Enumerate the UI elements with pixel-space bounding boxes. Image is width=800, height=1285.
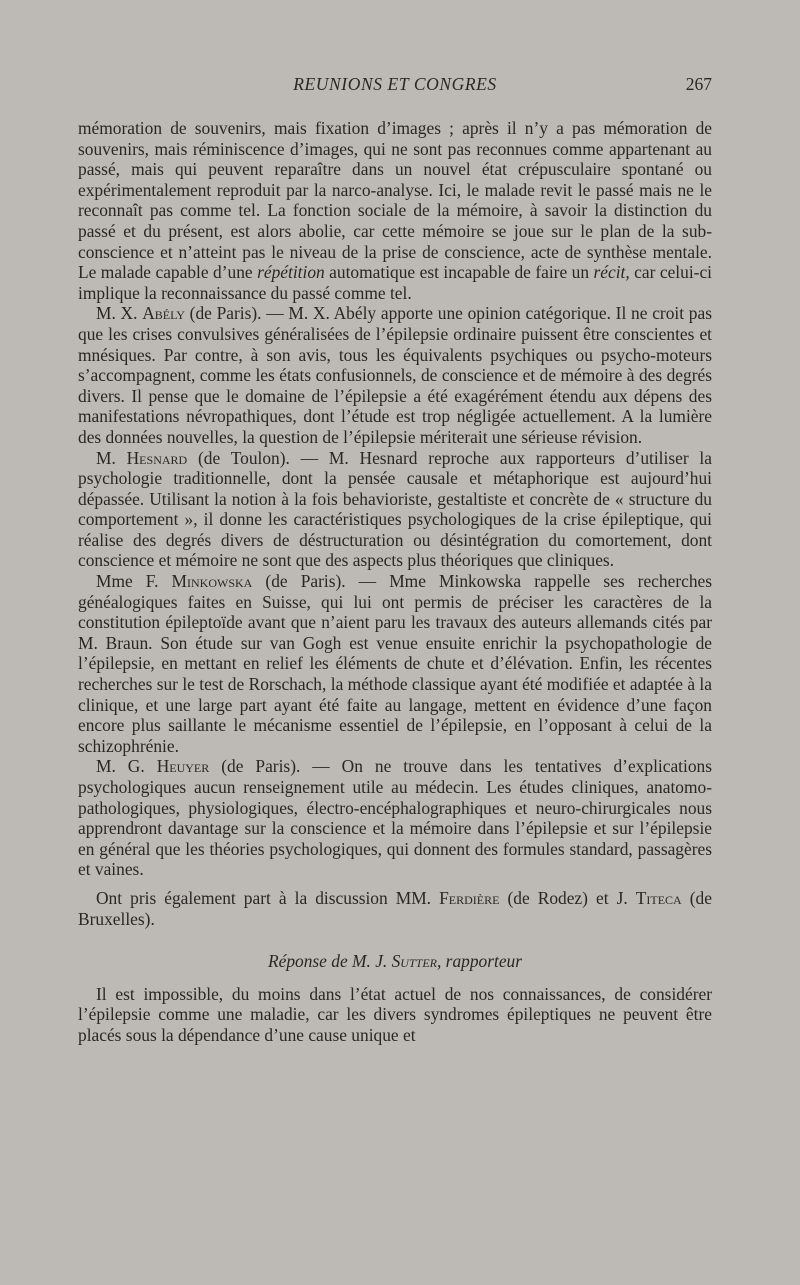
text-run: (de Paris). — On ne trouve dans les tentatives d’explications psychologiques aucun renseignement utile au médecin. Les études cliniques, anatomo-pathologiques, physiologiques, électro-encéphalographiques et neuro-chirurgicales nous apprendront davantage sur la conscience et la mémoire dans l’épilepsie et sur l’épilepsie en général que les théories psychologiques, qui donnent des formules standard, passagères et vaines. xyxy=(78,756,712,880)
speaker-name: Abély xyxy=(142,303,185,324)
speaker-name: Minkowska xyxy=(171,571,253,592)
speaker-name: Titeca xyxy=(635,887,682,908)
text-run: Ont pris également part à la discussion MM. xyxy=(96,887,440,908)
text-run: M. G. xyxy=(96,756,157,777)
text-run: Mme F. xyxy=(96,571,172,592)
text-run: , rapporteur xyxy=(436,951,523,972)
text-run: (de Toulon). — M. Hesnard reproche aux rapporteurs d’utiliser la psychologie traditionnelle, dont la pensée causale et métaphorique est aujourd’hui dépassée. Utilisant la notion à la fois behavioriste, gestaltiste et concrète de « structure du comportement », il donne les caractéristiques psychologiques de la crise épileptique, qui réalise des degrés divers de déstructuration ou désintégration du comortement, dont conscience et mémoire ne sont que des aspects plus théoriques que cliniques. xyxy=(78,447,712,571)
speaker-name: Heuyer xyxy=(156,756,210,777)
paragraph-continuation xyxy=(78,118,712,303)
text-run: (de Bruxelles). xyxy=(78,887,712,929)
text-run: car celui-ci implique la reconnaissance du passé comme tel. xyxy=(78,262,713,303)
paragraph-participants xyxy=(78,888,712,929)
reply-heading xyxy=(78,951,712,972)
text-run: M. X. xyxy=(96,303,143,324)
speaker-name: Hesnard xyxy=(126,447,188,468)
article-body xyxy=(78,118,712,1046)
running-title: REUNIONS ET CONGRES xyxy=(293,74,497,94)
text-run: (de Paris). — M. X. Abély apporte une opinion catégorique. Il ne croit pas que les crises convulsives généralisées de l’épilepsie ordinaire puissent être conscientes et mnésiques. Par contre, à son avis, tous les équivalents psychiques ou psycho-moteurs s’accompagnent, comme les états confusionnels, de conscience et de mémoire à des degrés divers. Il pense que le domaine de l’épilepsie a été exagérément étendu aux dépens des manifestations névropathiques, dont l’étude est trop négligée actuellement. A la lumière des données nouvelles, la question de l’épilepsie mériterait une sérieuse révision. xyxy=(78,303,712,447)
paragraph-abely xyxy=(78,303,712,447)
paragraph-reply xyxy=(78,984,712,1046)
text-run: (de Paris). — Mme Minkowska rappelle ses recherches généalogiques faites en Suisse, qui lui ont permis de préciser les caractères de la constitution épileptoïde avant que n’aient paru les travaux des auteurs allemands cités par M. Braun. Son étude sur van Gogh est venue ensuite enrichir la psychopathologie de l’épilepsie, en mettant en relief les éléments de chute et d’élévation. Enfin, les récentes recherches sur le test de Rorschach, la méthode classique ayant été modifiée et adaptée à la clinique, et une large part ayant été faite au langage, mettent en évidence d’une façon encore plus saillante le mécanisme essentiel de l’épilepsie, en l’opposant à celui de la schizophrénie. xyxy=(78,571,713,756)
page-header xyxy=(78,74,712,100)
text-run: Il est impossible, du moins dans l’état actuel de nos connaissances, de considérer l’épilepsie comme une maladie, car les divers syndromes épileptiques ne peuvent être placés sous la dépendance d’une cause unique et xyxy=(78,983,712,1045)
paragraph-minkowska xyxy=(78,571,712,756)
text-run: Réponse de M. J. xyxy=(267,951,392,972)
emphasis: récit, xyxy=(593,262,630,283)
paragraph-heuyer xyxy=(78,756,712,880)
text-run: (de Rodez) et J. xyxy=(499,887,636,908)
text-run: automatique est incapable de faire un xyxy=(324,262,594,283)
text-run: mémoration de souvenirs, mais fixation d’images ; après il n’y a pas mémoration de souvenirs, mais réminiscence d’images, qui ne sont pas reconnues comme appartenant au passé, mais qui peuvent reparaître dans un nouvel état crépusculaire spontané ou expérimentalement reproduit par la narco-analyse. Ici, le malade revit le passé mais ne le reconnaît pas comme tel. La fonction sociale de la mémoire, à savoir la distinction du passé et du présent, est alors abolie, car cette mémoire se joue sur le plan de la sub-conscience et n’atteint pas le niveau de la prise de conscience, acte de synthèse mentale. Le malade capable d’une xyxy=(78,118,712,283)
speaker-name: Sutter xyxy=(391,951,437,972)
page-number: 267 xyxy=(685,74,712,94)
speaker-name: Ferdière xyxy=(439,887,500,908)
emphasis: répétition xyxy=(257,262,325,283)
text-run: M. xyxy=(96,447,127,468)
paragraph-hesnard xyxy=(78,448,712,572)
